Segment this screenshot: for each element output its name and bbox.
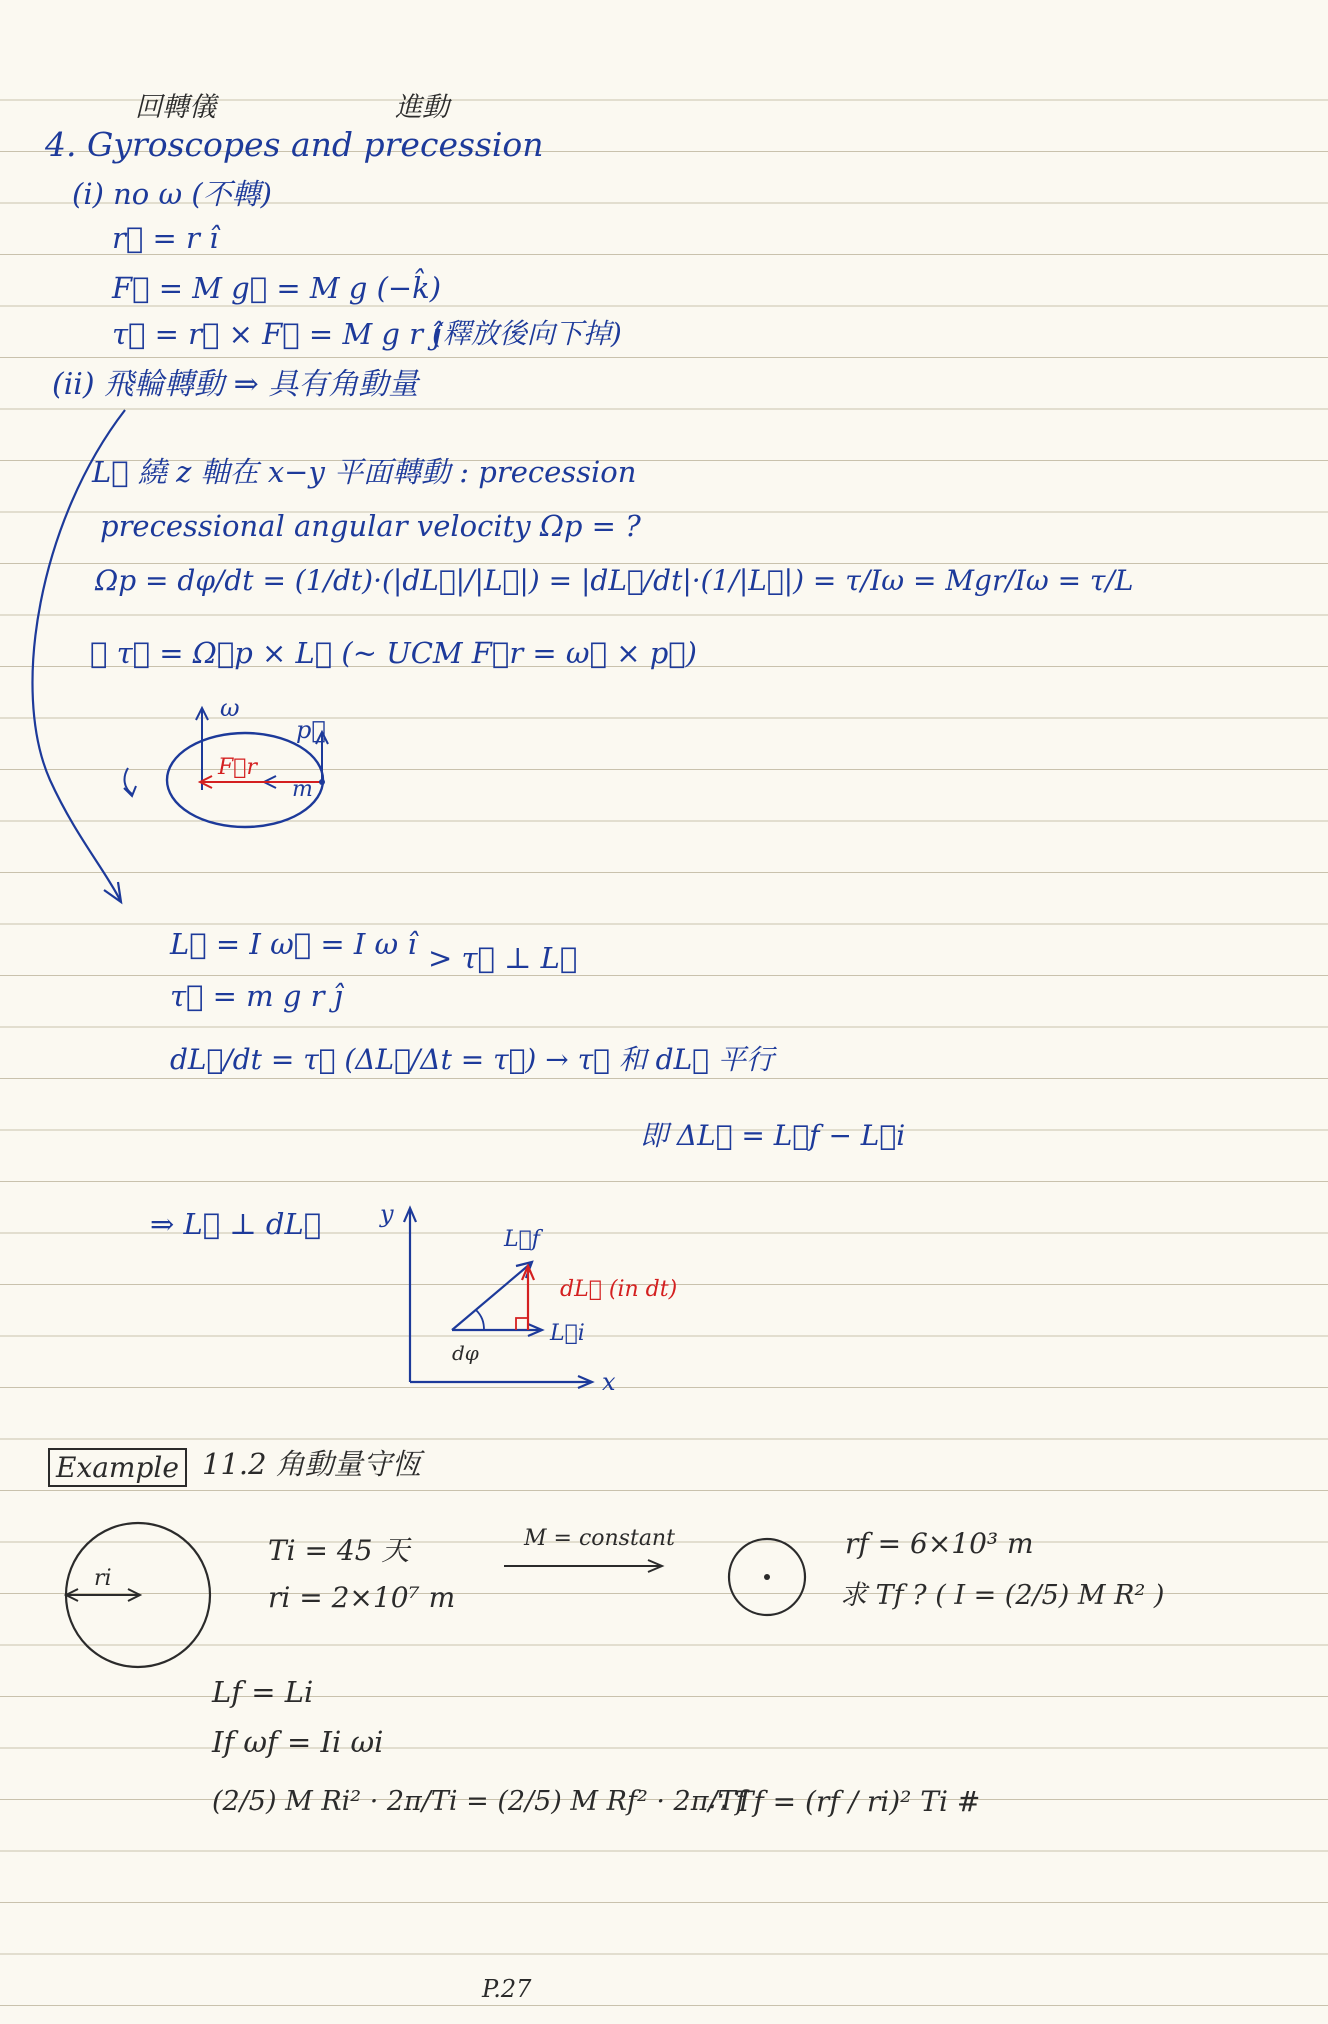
final-star-circle	[722, 1532, 812, 1622]
gyroscope-cn-note: 回轉儀	[135, 92, 216, 123]
lf-label: L⃗f	[504, 1227, 540, 1252]
precession-cn-note: 進動	[395, 92, 449, 123]
li-label: L⃗i	[550, 1321, 585, 1346]
dphi-label: dφ	[452, 1341, 479, 1365]
vector-diagram	[370, 1190, 730, 1390]
precessional-velocity-question: precessional angular velocity Ωp = ?	[100, 509, 641, 543]
conservation-step-2: If ωf = Ii ωi	[212, 1725, 384, 1759]
mass-constant-label: M = constant	[524, 1526, 675, 1551]
ri-radius-label: ri	[94, 1566, 112, 1591]
conservation-step-1: Lf = Li	[212, 1675, 314, 1709]
case-ii-heading: (ii) 飛輪轉動 ⇒ 具有角動量	[52, 367, 419, 402]
dl-label: dL⃗ (in dt)	[560, 1277, 678, 1302]
torque-cross-product: ∴ τ⃗ = Ω⃗p × L⃗ (~ UCM F⃗r = ω⃗ × p⃗)	[90, 636, 697, 670]
example-tag: Example	[48, 1448, 187, 1487]
initial-star-circle	[60, 1515, 220, 1675]
perpendicular-note: > τ⃗ ⊥ L⃗	[428, 941, 578, 975]
transition-arrow	[500, 1554, 670, 1578]
conservation-step-3: (2/5) M Ri² · 2π/Ti = (2/5) M Rf² · 2π/Tf	[212, 1786, 746, 1817]
delta-l-equation: 即 ΔL⃗ = L⃗f − L⃗i	[640, 1119, 906, 1152]
omega-p-derivation: Ωp = dφ/dt = (1/dt)·(|dL⃗|/|L⃗|) = |dL⃗/dt|·(1/|L⃗|) = τ/Iω = Mgr/Iω = τ/L	[95, 564, 1134, 597]
radial-force-label: F⃗r	[218, 755, 257, 780]
initial-period: Ti = 45 天	[268, 1534, 410, 1567]
page-number: P.27	[482, 1975, 532, 2003]
y-axis-label: y	[380, 1200, 394, 1228]
ucm-diagram	[110, 690, 350, 850]
position-vector-equation: r⃗ = r î	[112, 221, 219, 255]
mass-label: m	[292, 777, 313, 802]
dl-dt-equation: dL⃗/dt = τ⃗ (ΔL⃗/Δt = τ⃗) → τ⃗ 和 dL⃗ 平行	[170, 1043, 774, 1076]
section-title: 4. Gyroscopes and precession	[45, 125, 544, 164]
find-final-period: 求 Tf ? ( I = (2/5) M R² )	[840, 1580, 1165, 1611]
perpendicular-conclusion: ⇒ L⃗ ⊥ dL⃗	[150, 1207, 322, 1241]
x-axis-label: x	[602, 1368, 616, 1390]
angular-momentum-equation: L⃗ = I ω⃗ = I ω î	[170, 927, 417, 961]
torque-note: (釋放後向下掉)	[432, 317, 622, 350]
example-title: 11.2 角動量守恆	[202, 1447, 421, 1481]
omega-label: ω	[220, 694, 240, 722]
final-result: ∴ Tf = (rf / ri)² Ti #	[708, 1785, 981, 1818]
final-radius: rf = 6×10³ m	[845, 1527, 1034, 1560]
momentum-label: p⃗	[296, 716, 326, 744]
torque-equation: τ⃗ = r⃗ × F⃗ = M g r ĵ	[112, 317, 442, 351]
precession-description: L⃗ 繞 z 軸在 x−y 平面轉動 : precession	[92, 455, 637, 489]
force-equation: F⃗ = M g⃗ = M g (−k̂)	[112, 271, 442, 305]
torque-equation-2: τ⃗ = m g r ĵ	[170, 979, 343, 1013]
case-i-heading: (i) no ω (不轉)	[72, 177, 272, 211]
initial-radius: ri = 2×10⁷ m	[268, 1581, 456, 1614]
